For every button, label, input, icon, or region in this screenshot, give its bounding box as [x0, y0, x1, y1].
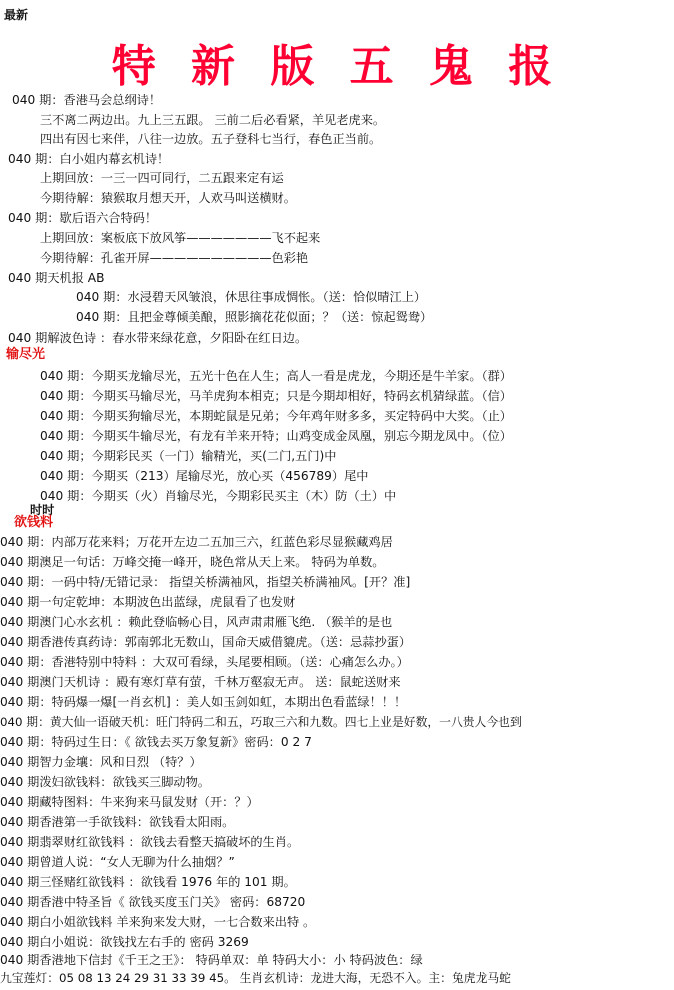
text-line: 九宝莲灯：05 08 13 24 29 31 33 39 45。 生肖玄机诗：龙进大海，无恐不入。主：兔虎龙马蛇 — [0, 971, 511, 985]
text-line: 三不离二两边出。九上三五跟。 三前二后必看紧，羊见老虎来。 — [40, 113, 386, 127]
text-line: 040 期：白小姐内幕玄机诗！ — [8, 152, 170, 166]
text-line: 040 期澳门心水玄机 ：赖此登临畅心目，风声肃肃雁飞绝. （猴羊的是也 — [0, 615, 393, 629]
text-line: 040 期：且把金尊倾美酿，照影摘花花似面；？（送：惊起鸳鸯） — [76, 310, 433, 324]
text-line: 040 期：今期买马输尽光，马羊虎狗本相克；只是今期却相好，特码玄机猜绿蓝。（信） — [40, 389, 512, 403]
text-line: 今期待解：孔雀开屏——————————色彩艳 — [40, 251, 309, 265]
text-line: 040 期：今期买牛输尽光，有龙有羊来开特；山鸡变成金凤凰，别忘今期龙凤中。（位） — [40, 429, 512, 443]
text-line: 040 期白小姐说：欲钱找左右手的 密码 3269 — [0, 935, 249, 949]
text-line: 040 期一句定乾坤：本期波色出蓝绿，虎鼠看了也发财 — [0, 595, 296, 609]
text-line: 040 期智力金壤：风和日烈 （特？） — [0, 755, 202, 769]
text-line: 上期回放：案板底下放风筝———————飞不起来 — [40, 231, 321, 245]
text-line: 040 期：内部万花来料；万花开左边二五加三六，红蓝色彩尽显猴藏鸡居 — [0, 535, 393, 549]
text-line: 040 期藏特图料：牛来狗来马鼠发财（开：？） — [0, 795, 259, 809]
page-title: 特 新 版 五 鬼 报 — [111, 41, 563, 92]
text-line: 040 期：黄大仙一语破天机：旺门特码二和五，巧取三六和九数。四七上业是好数，一八贵人今也到 — [0, 715, 522, 729]
text-line: 040 期：特码过生日：《 欲钱去买万象复新》密码：0 2 7 — [0, 735, 312, 749]
text-line: 040 期香港地下信封《千王之王》： 特码单双：单 特码大小：小 特码波色：绿 — [0, 953, 423, 967]
text-line: 040 期：水浸碧天风皱浪，休思往事成惆怅。（送：恰似晴江上） — [76, 290, 427, 304]
text-line: 040 期：今期买（213）尾输尽光，放心买（456789）尾中 — [40, 469, 369, 483]
latest-label: 最新 — [4, 8, 29, 22]
text-line: 040 期三怪赌红欲钱料 ：欲钱看 1976 年的 101 期。 — [0, 875, 296, 889]
text-line: 040 期曾道人说：“女人无聊为什么抽烟？” — [0, 855, 235, 869]
text-line: 040 期解波色诗 ：春水带来绿花意，夕阳卧在红日边。 — [8, 331, 308, 345]
text-line: 040 期：香港特别中特料 ：大双可看绿，头尾要相顾。（送：心痛怎么办。） — [0, 655, 409, 669]
text-line: 040 期香港传真药诗：郭南郭北无数山，国命天威借貔虎。（送：忌蒜抄蛋） — [0, 635, 412, 649]
section-heading: 输尽光 — [6, 347, 46, 362]
section-heading: 欲钱料 — [14, 515, 54, 530]
text-line: 今期待解：猿猴取月想天开，人欢马叫送横财。 — [40, 191, 296, 205]
text-line: 040 期：今期买（火）肖输尽光，今期彩民买主（木）防（土）中 — [40, 489, 397, 503]
text-line: 040 期香港第一手欲钱料：欲钱看太阳雨。 — [0, 815, 235, 829]
text-line: 040 期天机报 AB — [8, 271, 105, 285]
text-line: 040 期澳足一句话：万峰交掩一峰开，晓色常从天上来。 特码为单数。 — [0, 555, 385, 569]
text-line: 040 期白小姐欲钱料 羊来狗来发大财，一七合数来出特 。 — [0, 915, 316, 929]
text-line: 四出有因七来伴，八往一边放。五子登科七当行，春色正当前。 — [40, 132, 382, 146]
text-line: 040 期：特码爆一爆[一肖玄机] ：美人如玉剑如虹，本期出色看蓝绿！！！ — [0, 695, 407, 709]
section-note: 时时 — [30, 503, 55, 517]
text-line: 040 期泼妇欲钱料：欲钱买三脚动物。 — [0, 775, 210, 789]
text-line: 040 期：一码中特/无错记录： 指望关桥满袖风，指望关桥满袖风。[开？准] — [0, 575, 411, 589]
text-line: 上期回放：一三一四可同行，二五跟来定有运 — [40, 171, 284, 185]
text-line: 040 期翡翠财红欲钱料 ：欲钱去看整天搞破坏的生肖。 — [0, 835, 300, 849]
text-line: 040 期：香港马会总纲诗！ — [12, 93, 162, 107]
text-line: 040 期：今期买龙输尽光，五光十色在人生；高人一看是虎龙，今期还是牛羊家。（群） — [40, 369, 512, 383]
text-line: 040 期：今期买狗输尽光，本期蛇鼠是兄弟；今年鸡年财多多，买定特码中大奖。（止） — [40, 409, 512, 423]
text-line: 040 期；今期彩民买（一门）输精光，买(二门,五门)中 — [40, 449, 337, 463]
text-line: 040 期：歇后语六合特码！ — [8, 211, 158, 225]
text-line: 040 期香港中特圣旨《 欲钱买度玉门关》 密码：68720 — [0, 895, 306, 909]
text-line: 040 期澳门天机诗 ：殿有寒灯草有萤，千林万壑寂无声。 送：鼠蛇送财来 — [0, 675, 401, 689]
